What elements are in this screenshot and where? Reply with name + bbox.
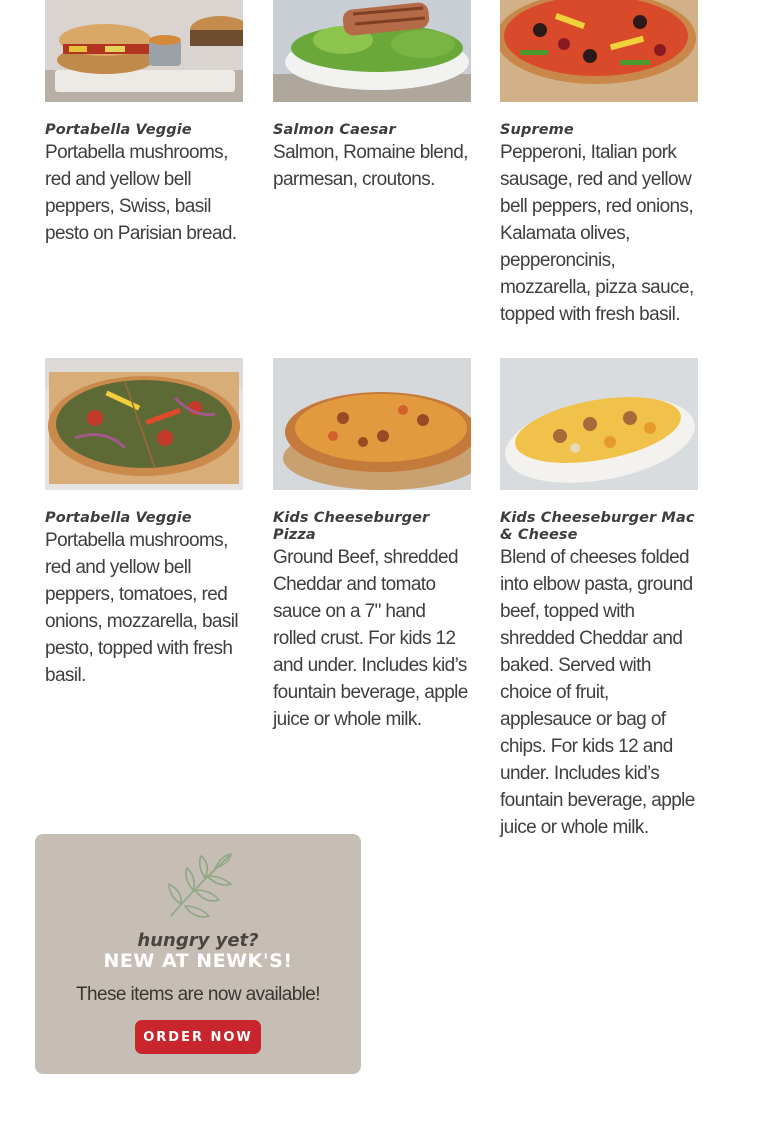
item-description: Salmon, Romaine blend, parmesan, croutons. (273, 142, 468, 190)
promo-subtext: These items are now available! (76, 984, 320, 1005)
item-name: Supreme (500, 122, 574, 138)
menu-card-salmon-caesar[interactable] (273, 0, 471, 193)
salad-photo[interactable] (273, 0, 471, 102)
item-name: Salmon Caesar (273, 122, 396, 138)
cheese-pizza-photo[interactable] (273, 358, 471, 490)
item-description: Pepperoni, Italian pork sausage, red and yellow bell peppers, red onions, Kalamata olives, pepperoncinis, mozzarella, pizza sauce, topped with fresh basil. (500, 142, 694, 325)
promo-headline: NEW AT NEWK'S! (103, 950, 293, 972)
sandwich-photo[interactable] (45, 0, 243, 102)
veggie-pizza-photo[interactable] (45, 358, 243, 490)
item-name: Kids Cheeseburger Pizza (273, 510, 430, 543)
item-description: Portabella mushrooms, red and yellow bell peppers, Swiss, basil pesto on Parisian bread. (45, 142, 237, 244)
item-description: Blend of cheeses folded into elbow pasta, ground beef, topped with shredded Cheddar and baked. Served with choice of fruit, applesauce or bag of chips. For kids 12 and under. Includes kid’s fountain beverage, apple juice or whole milk. (500, 547, 695, 838)
menu-card-supreme[interactable] (500, 0, 698, 328)
item-name: Portabella Veggie (45, 510, 192, 526)
promo-tagline: hungry yet? (137, 930, 259, 951)
mac-cheese-photo[interactable] (500, 358, 698, 490)
promo-card (35, 834, 361, 1074)
item-name: Portabella Veggie (45, 122, 192, 138)
item-name: Kids Cheeseburger Mac & Cheese (500, 510, 695, 543)
menu-card-portabella-pizza[interactable] (45, 358, 243, 689)
menu-card-kids-mac-cheese[interactable] (500, 358, 698, 841)
order-now-button[interactable]: ORDER NOW (135, 1020, 261, 1054)
pizza-photo[interactable] (500, 0, 698, 102)
leaf-icon (157, 852, 239, 931)
item-description: Portabella mushrooms, red and yellow bell peppers, tomatoes, red onions, mozzarella, basil pesto, topped with fresh basil. (45, 530, 239, 686)
item-description: Ground Beef, shredded Cheddar and tomato sauce on a 7" hand rolled crust. For kids 12 and under. Includes kid’s fountain beverage, apple juice or whole milk. (273, 547, 468, 730)
menu-card-kids-cheeseburger-pizza[interactable] (273, 358, 471, 733)
menu-card-portabella-sandwich[interactable] (45, 0, 243, 247)
